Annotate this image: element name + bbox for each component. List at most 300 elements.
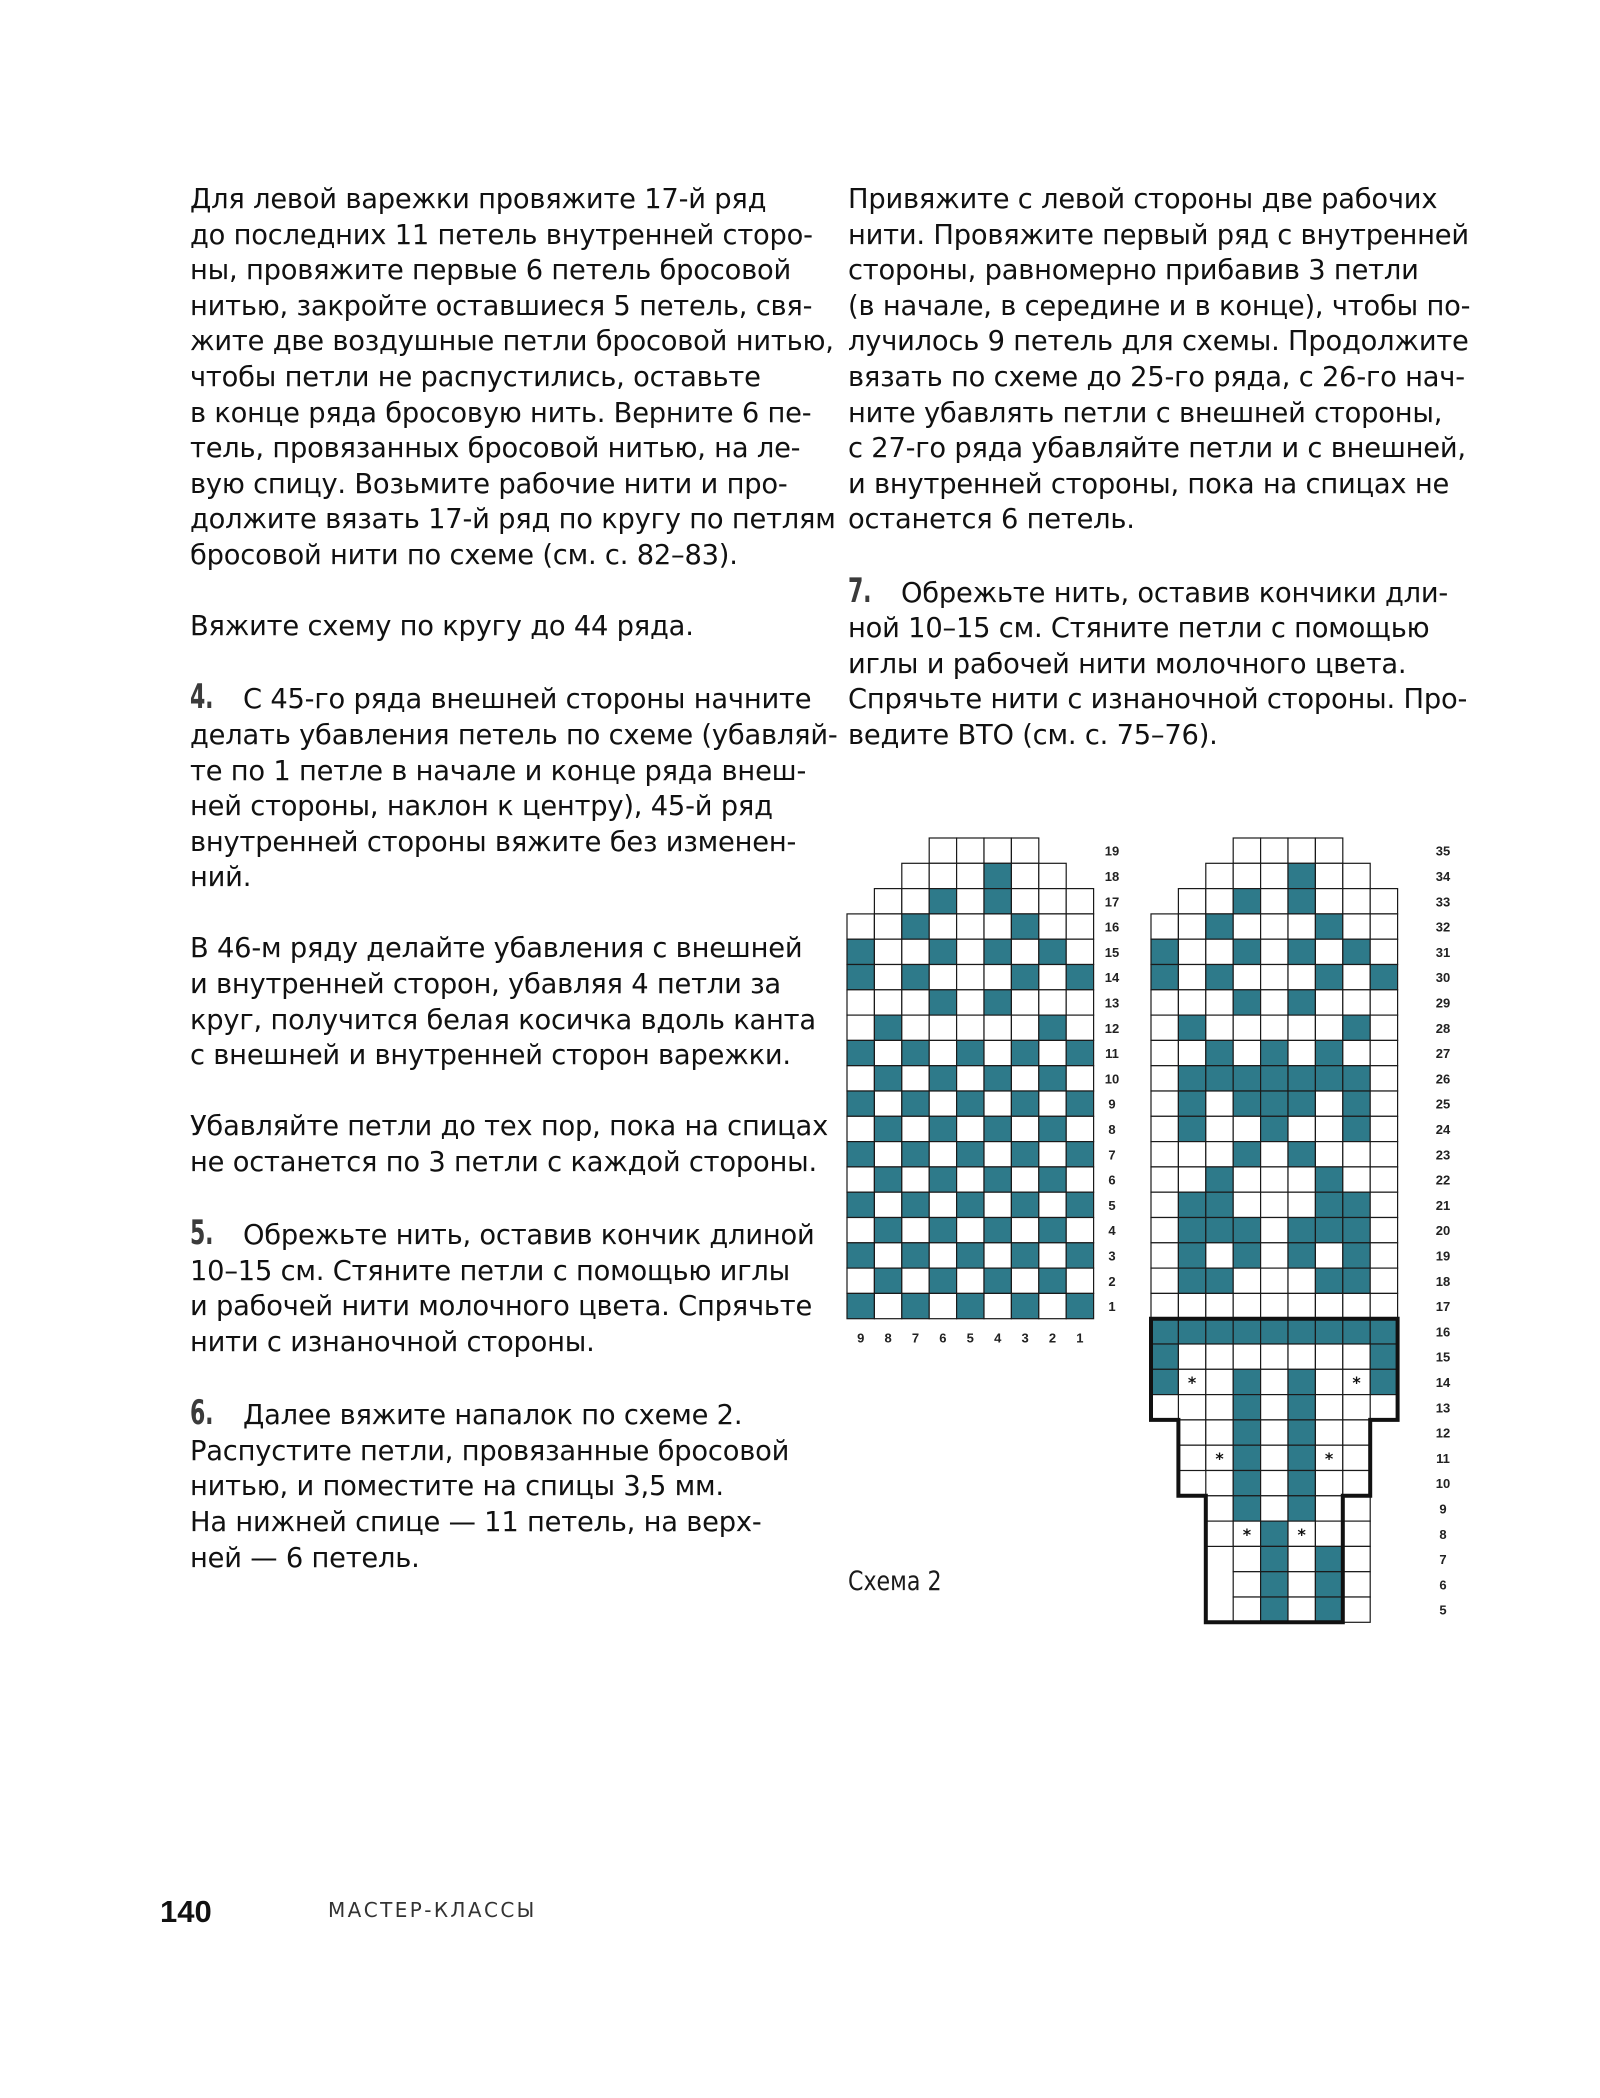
chart-cell-teal — [902, 1040, 929, 1065]
chart-cell-white — [1233, 838, 1260, 863]
chart-cell-teal — [1039, 1066, 1066, 1091]
text-line: внутренней стороны вяжите без изменен- — [190, 826, 797, 858]
chart-cell-teal — [1178, 1319, 1205, 1344]
chart-cell-white — [929, 1192, 956, 1217]
chart-cell-teal — [1066, 1040, 1093, 1065]
text-line: ней — 6 петель. — [190, 1542, 420, 1574]
chart-cell-white — [1233, 1597, 1260, 1622]
chart-cell-white — [847, 990, 874, 1015]
chart-cell-white — [1261, 1471, 1288, 1496]
chart-cell-teal — [1233, 1471, 1260, 1496]
chart-cell-teal — [1206, 1218, 1233, 1243]
chart-cell-white — [1011, 1066, 1038, 1091]
row-label: 12 — [1104, 1020, 1120, 1036]
chart-cell-teal — [847, 965, 874, 990]
chart-cell-teal — [1261, 1040, 1288, 1065]
chart-cell-white — [1233, 863, 1260, 888]
chart-cell-white — [1178, 939, 1205, 964]
chart-cell-teal — [1178, 1116, 1205, 1141]
row-label: 31 — [1435, 944, 1451, 960]
row-label: 17 — [1435, 1299, 1451, 1315]
chart-cell-white — [984, 1040, 1011, 1065]
chart-cell-teal — [1343, 1319, 1370, 1344]
chart-cell-teal — [1011, 965, 1038, 990]
row-label: 9 — [1439, 1501, 1447, 1517]
chart-cell-white — [847, 1066, 874, 1091]
chart-cell-white — [1343, 863, 1370, 888]
chart-cell-white — [1206, 1091, 1233, 1116]
chart-cell-white — [1315, 1091, 1342, 1116]
text-line: с внешней и внутренней сторон варежки. — [190, 1040, 791, 1072]
chart-cell-teal — [902, 914, 929, 939]
chart-cell-teal — [1233, 1142, 1260, 1167]
chart-cell-teal — [1206, 1192, 1233, 1217]
chart-cell-white — [1261, 1445, 1288, 1470]
chart-cell-white — [1011, 1116, 1038, 1141]
chart-cell-white — [1343, 1167, 1370, 1192]
chart-cell-white — [1178, 965, 1205, 990]
chart-cell-teal — [1288, 1091, 1315, 1116]
chart-cell-teal — [1288, 1369, 1315, 1394]
chart-cell-teal — [1233, 1319, 1260, 1344]
chart-cell-teal — [1011, 1243, 1038, 1268]
chart-cell-teal — [1370, 1319, 1397, 1344]
chart-cell-white — [929, 1091, 956, 1116]
chart-cell-white — [1343, 1597, 1370, 1622]
text-line: Распустите петли, провязанные бросовой — [190, 1435, 790, 1467]
text-line: ной 10–15 см. Стяните петли с помощью — [848, 613, 1430, 645]
chart-cell-white — [1343, 914, 1370, 939]
chart-cell-white — [1288, 1546, 1315, 1571]
chart-cell-teal — [1315, 965, 1342, 990]
chart-cell-teal — [1288, 1319, 1315, 1344]
chart-cell-teal — [929, 990, 956, 1015]
text-line: чтобы петли не распустились, оставьте — [190, 361, 761, 393]
chart-cell-white — [1233, 1268, 1260, 1293]
chart-cell-teal — [1206, 1040, 1233, 1065]
chart-cell-white — [1206, 1420, 1233, 1445]
decrease-marker: * — [1242, 1524, 1252, 1544]
chart-cell-teal — [1206, 1268, 1233, 1293]
chart-cell-white — [929, 838, 956, 863]
chart-cell-teal — [1315, 1192, 1342, 1217]
chart-cell-white — [984, 1015, 1011, 1040]
step-number: 7. — [848, 570, 872, 611]
chart-cell-teal — [874, 1167, 901, 1192]
chart-cell-white — [1151, 1116, 1178, 1141]
row-label: 27 — [1435, 1046, 1451, 1062]
chart-cell-teal — [929, 889, 956, 914]
chart-cell-white — [1315, 1420, 1342, 1445]
chart-cell-white — [874, 1091, 901, 1116]
chart-cell-teal — [984, 889, 1011, 914]
chart-cell-white — [1315, 1293, 1342, 1318]
chart-cell-white — [1315, 863, 1342, 888]
chart-cell-white — [1370, 1243, 1397, 1268]
chart-cell-white — [1343, 1040, 1370, 1065]
chart-cell-white — [1343, 965, 1370, 990]
chart-cell-white — [1066, 1268, 1093, 1293]
text-line: Убавляйте петли до тех пор, пока на спицах — [190, 1111, 829, 1143]
text-line: останется 6 петель. — [848, 504, 1135, 536]
row-label: 15 — [1435, 1349, 1451, 1365]
chart-cell-white — [1370, 1066, 1397, 1091]
text-line: иглы и рабочей нити молочного цвета. — [848, 648, 1407, 680]
chart-cell-teal — [1343, 1091, 1370, 1116]
text-line: до последних 11 петель внутренней сторо- — [190, 219, 813, 251]
chart-cell-white — [1178, 1445, 1205, 1470]
chart-cell-white — [984, 1243, 1011, 1268]
chart-cell-white — [1066, 1015, 1093, 1040]
chart-cell-teal — [1261, 1116, 1288, 1141]
chart-cell-white — [1011, 1015, 1038, 1040]
chart-cell-teal — [1011, 1142, 1038, 1167]
text-line: те по 1 петле в начале и конце ряда внеш- — [190, 755, 807, 787]
chart-cell-white — [957, 1218, 984, 1243]
chart-cell-white — [874, 1192, 901, 1217]
text-line: должите вязать 17-й ряд по кругу по петлям — [190, 504, 836, 536]
row-label: 19 — [1104, 843, 1120, 859]
row-label: 16 — [1435, 1324, 1451, 1340]
chart-cell-white — [1315, 1395, 1342, 1420]
chart-cell-white — [1315, 1521, 1342, 1546]
chart-cell-white — [902, 1015, 929, 1040]
chart-cell-teal — [1315, 1040, 1342, 1065]
chart-cell-white — [902, 1268, 929, 1293]
chart-cell-white — [1151, 1091, 1178, 1116]
chart-cell-teal — [929, 939, 956, 964]
chart-cell-white — [1178, 1395, 1205, 1420]
chart-cell-teal — [1343, 939, 1370, 964]
chart-cell-teal — [847, 1040, 874, 1065]
chart-cell-white — [1066, 1167, 1093, 1192]
text-line: нити с изнаночной стороны. — [190, 1327, 595, 1358]
chart-cell-white — [1261, 990, 1288, 1015]
chart-cell-white — [1178, 1167, 1205, 1192]
row-label: 13 — [1104, 995, 1120, 1011]
chart-cell-white — [1206, 1496, 1233, 1521]
chart-cell-white — [1178, 914, 1205, 939]
text-line: круг, получится белая косичка вдоль канта — [190, 1004, 816, 1036]
chart-cell-white — [1261, 1192, 1288, 1217]
chart-cell-teal — [1011, 1192, 1038, 1217]
row-label: 34 — [1435, 868, 1451, 884]
chart-cell-white — [847, 1015, 874, 1040]
chart-cell-teal — [1206, 965, 1233, 990]
chart-cell-teal — [1343, 1192, 1370, 1217]
chart-cell-teal — [1178, 1218, 1205, 1243]
chart-cell-teal — [1011, 1293, 1038, 1318]
chart-cell-white — [1343, 1572, 1370, 1597]
chart-cell-white — [874, 965, 901, 990]
chart-cell-teal — [1178, 1192, 1205, 1217]
chart-cell-teal — [1261, 1572, 1288, 1597]
chart-cell-white — [1315, 1142, 1342, 1167]
row-label: 8 — [1439, 1526, 1447, 1542]
chart-cell-white — [1206, 1293, 1233, 1318]
chart-cell-white — [1039, 1293, 1066, 1318]
decrease-marker: * — [1215, 1448, 1224, 1468]
chart-cell-white — [1233, 1546, 1260, 1571]
chart-cell-white — [1288, 1597, 1315, 1622]
chart-cell-white — [1370, 1167, 1397, 1192]
chart-cell-white — [984, 965, 1011, 990]
chart-cell-white — [1343, 1142, 1370, 1167]
chart-cell-teal — [1370, 1369, 1397, 1394]
chart-cell-teal — [1233, 1420, 1260, 1445]
chart-cell-teal — [1233, 1243, 1260, 1268]
chart-cell-white — [1315, 838, 1342, 863]
chart-cell-white — [1066, 1218, 1093, 1243]
chart-cell-white — [1370, 914, 1397, 939]
chart-cell-white — [1261, 965, 1288, 990]
chart-cell-white — [1261, 1420, 1288, 1445]
chart-cell-white — [957, 1268, 984, 1293]
text-line: стороны, равномерно прибавив 3 петли — [848, 255, 1419, 287]
chart-cell-white — [1039, 1142, 1066, 1167]
chart-cell-white — [1011, 1218, 1038, 1243]
chart-cell-white — [1178, 1293, 1205, 1318]
row-label: 30 — [1435, 970, 1451, 986]
chart-cell-white — [957, 1167, 984, 1192]
column-label: 2 — [1048, 1330, 1057, 1346]
decrease-marker: * — [1352, 1372, 1361, 1392]
chart-cell-white — [1178, 990, 1205, 1015]
chart-cell-white — [929, 914, 956, 939]
chart-cell-teal — [1288, 1496, 1315, 1521]
chart-cell-teal — [847, 1243, 874, 1268]
chart-cell-white — [1151, 1015, 1178, 1040]
text-line: и внутренней сторон, убавляя 4 петли за — [190, 969, 781, 1001]
chart-cell-teal — [957, 1192, 984, 1217]
row-label: 28 — [1435, 1020, 1451, 1036]
chart-cell-teal — [847, 1192, 874, 1217]
chart-cell-white — [1151, 1218, 1178, 1243]
chart-cell-white — [1178, 889, 1205, 914]
chart-cell-teal — [1315, 1066, 1342, 1091]
chart-cell-white — [1233, 1167, 1260, 1192]
chart-cell-white — [1288, 1192, 1315, 1217]
chart-cell-teal — [1288, 889, 1315, 914]
row-label: 11 — [1436, 1450, 1450, 1466]
chart-cell-white — [957, 863, 984, 888]
text-line: делать убавления петель по схеме (убавляй- — [190, 719, 838, 751]
chart-cell-white — [1261, 914, 1288, 939]
chart-cell-teal — [1288, 1243, 1315, 1268]
chart-cell-teal — [1039, 939, 1066, 964]
chart-cell-teal — [874, 1268, 901, 1293]
row-label: 9 — [1108, 1096, 1116, 1112]
chart-cell-white — [874, 1293, 901, 1318]
chart-cell-white — [1343, 1521, 1370, 1546]
row-label: 13 — [1435, 1400, 1451, 1416]
chart-cell-white — [1370, 1015, 1397, 1040]
chart-cell-white — [929, 863, 956, 888]
chart-cell-teal — [984, 1116, 1011, 1141]
chart-cell-teal — [1288, 1420, 1315, 1445]
chart-cell-white — [1315, 1471, 1342, 1496]
text-line: жите две воздушные петли бросовой нитью, — [190, 326, 834, 358]
chart-cell-teal — [1233, 1445, 1260, 1470]
chart-cell-white — [1151, 1192, 1178, 1217]
chart-cell-teal — [902, 1243, 929, 1268]
chart-cell-white — [957, 889, 984, 914]
row-label: 22 — [1435, 1172, 1451, 1188]
chart-cell-teal — [1039, 1167, 1066, 1192]
chart-cell-teal — [984, 990, 1011, 1015]
text-line: 10–15 см. Стяните петли с помощью иглы — [190, 1255, 790, 1287]
chart-cell-white — [874, 1142, 901, 1167]
chart-cell-teal — [874, 1015, 901, 1040]
chart-cell-teal — [1315, 1218, 1342, 1243]
row-label: 29 — [1435, 995, 1451, 1011]
chart-cell-teal — [1343, 1116, 1370, 1141]
chart-cell-white — [1261, 1496, 1288, 1521]
text-line: в конце ряда бросовую нить. Верните 6 пе- — [190, 397, 812, 429]
chart-cell-teal — [1066, 1243, 1093, 1268]
chart-cell-white — [847, 1116, 874, 1141]
chart-cell-teal — [1151, 939, 1178, 964]
chart-cell-white — [1011, 939, 1038, 964]
text-line: ний. — [190, 862, 252, 894]
chart-cell-teal — [1315, 1546, 1342, 1571]
chart-cell-teal — [1261, 1066, 1288, 1091]
chart-cell-teal — [1343, 1015, 1370, 1040]
text-line: Привяжите с левой стороны две рабочих — [848, 184, 1438, 215]
text-line: нитью, и поместите на спицы 3,5 мм. — [190, 1471, 724, 1503]
chart-cell-teal — [1233, 1395, 1260, 1420]
row-label: 24 — [1435, 1121, 1451, 1137]
chart-cell-teal — [984, 863, 1011, 888]
chart-cell-teal — [929, 1066, 956, 1091]
chart-cell-white — [1039, 1040, 1066, 1065]
chart-cell-white — [902, 939, 929, 964]
chart-cell-teal — [1288, 1066, 1315, 1091]
chart-cell-white — [1261, 1142, 1288, 1167]
chart-cell-white — [1233, 1293, 1260, 1318]
decrease-marker: * — [1297, 1524, 1306, 1544]
chart-cell-white — [984, 1192, 1011, 1217]
chart-cell-white — [1011, 1167, 1038, 1192]
chart-cell-white — [1066, 990, 1093, 1015]
chart-cell-white — [1343, 1471, 1370, 1496]
chart-cell-white — [1151, 1243, 1178, 1268]
chart-cell-teal — [1315, 1597, 1342, 1622]
text-line: ней стороны, наклон к центру), 45-й ряд — [190, 791, 773, 823]
chart-cell-white — [902, 990, 929, 1015]
row-label: 16 — [1104, 919, 1120, 935]
column-label: 3 — [1021, 1330, 1029, 1346]
chart-cell-white — [847, 914, 874, 939]
chart-cell-teal — [1151, 1319, 1178, 1344]
chart-cell-teal — [1315, 1268, 1342, 1293]
step-number: 4. — [190, 677, 214, 718]
chart-cell-white — [847, 1268, 874, 1293]
chart-cell-white — [1261, 1243, 1288, 1268]
chart-cell-teal — [1178, 1015, 1205, 1040]
chart-cell-teal — [929, 1167, 956, 1192]
row-label: 1 — [1108, 1299, 1116, 1315]
chart-cell-teal — [984, 1167, 1011, 1192]
row-label: 35 — [1435, 843, 1451, 859]
chart-cell-white — [929, 1040, 956, 1065]
row-label: 6 — [1108, 1172, 1116, 1188]
text-line: бросовой нити по схеме (см. с. 82–83). — [190, 539, 738, 571]
chart-cell-white — [902, 1218, 929, 1243]
chart-cell-teal — [1261, 1319, 1288, 1344]
text-line: тель, провязанных бросовой нитью, на ле- — [190, 433, 801, 465]
chart-cell-white — [957, 1116, 984, 1141]
text-line: ны, провяжите первые 6 петель бросовой — [190, 255, 792, 287]
chart-cell-teal — [1066, 1091, 1093, 1116]
chart-cell-white — [1039, 914, 1066, 939]
chart-cell-teal — [1178, 1268, 1205, 1293]
chart-cell-teal — [984, 1218, 1011, 1243]
step-number: 6. — [190, 1393, 214, 1434]
chart-cell-white — [1288, 1040, 1315, 1065]
chart-cell-white — [1343, 1546, 1370, 1571]
chart-cell-white — [902, 1167, 929, 1192]
chart-cell-white — [929, 1142, 956, 1167]
chart-cell-white — [1370, 1142, 1397, 1167]
column-label: 8 — [884, 1330, 892, 1346]
chart-cell-white — [1233, 1015, 1260, 1040]
row-label: 14 — [1104, 970, 1120, 986]
chart-cell-white — [1066, 889, 1093, 914]
chart-cell-white — [1206, 1395, 1233, 1420]
row-label: 15 — [1104, 944, 1120, 960]
column-label: 1 — [1076, 1330, 1084, 1346]
chart-cell-teal — [1315, 914, 1342, 939]
chart-cell-white — [1151, 1142, 1178, 1167]
chart-cell-teal — [1233, 1369, 1260, 1394]
chart-cell-white — [1261, 1369, 1288, 1394]
chart-cell-teal — [847, 1142, 874, 1167]
chart-cell-white — [1233, 1572, 1260, 1597]
row-label: 21 — [1435, 1197, 1451, 1213]
chart-cell-teal — [902, 1293, 929, 1318]
row-label: 12 — [1435, 1425, 1451, 1441]
chart-cell-white — [1039, 863, 1066, 888]
row-label: 18 — [1435, 1273, 1451, 1289]
chart-cell-white — [1261, 1293, 1288, 1318]
chart-cell-white — [929, 965, 956, 990]
chart-cell-white — [1151, 914, 1178, 939]
text-line: и рабочей нити молочного цвета. Спрячьте — [190, 1291, 813, 1323]
chart-cell-white — [1206, 863, 1233, 888]
chart-cell-white — [1315, 1116, 1342, 1141]
chart-cell-white — [1233, 914, 1260, 939]
chart-cell-white — [957, 1015, 984, 1040]
chart-cell-white — [1066, 914, 1093, 939]
row-label: 20 — [1435, 1223, 1451, 1239]
chart-cell-white — [1151, 1268, 1178, 1293]
chart-cell-white — [1206, 1116, 1233, 1141]
chart-cell-white — [957, 1066, 984, 1091]
text-line: нитью, закройте оставшиеся 5 петель, свя- — [190, 290, 813, 322]
chart-cell-teal — [957, 1293, 984, 1318]
chart-cell-white — [1178, 1040, 1205, 1065]
chart-cell-teal — [1206, 1066, 1233, 1091]
chart-cell-teal — [1261, 1546, 1288, 1571]
chart-cell-white — [847, 1167, 874, 1192]
column-label: 7 — [911, 1330, 920, 1346]
chart-cell-teal — [1151, 1344, 1178, 1369]
row-label: 10 — [1435, 1476, 1451, 1492]
chart-cell-white — [1206, 889, 1233, 914]
chart-cell-teal — [1315, 1167, 1342, 1192]
chart-cell-white — [957, 990, 984, 1015]
